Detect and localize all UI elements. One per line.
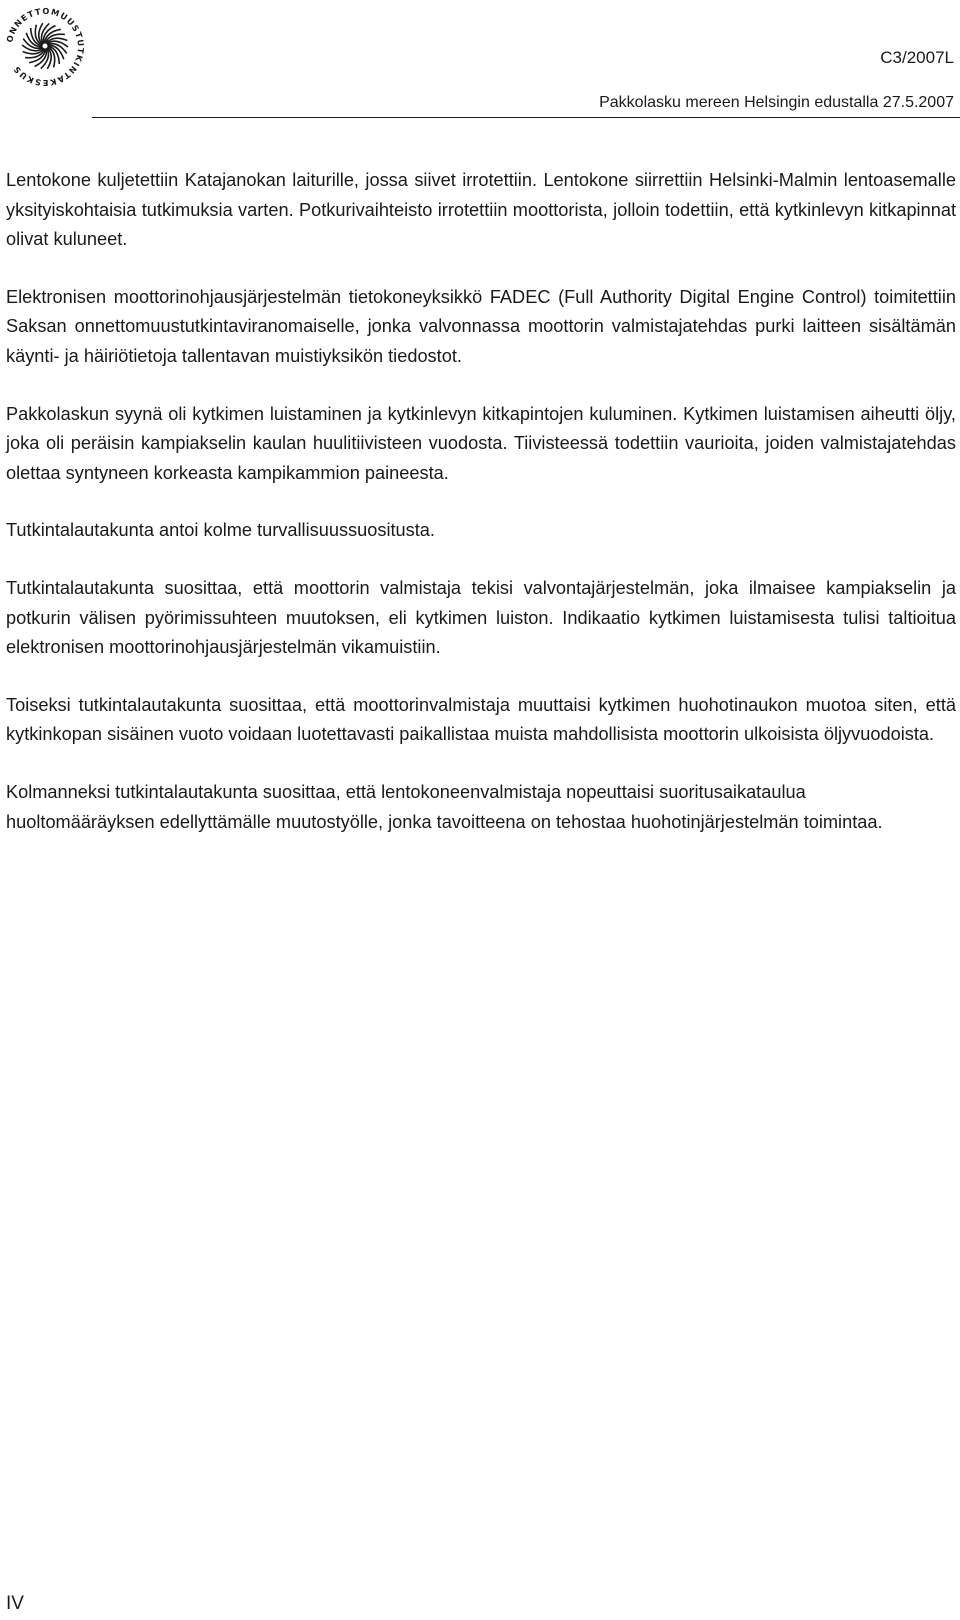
body-paragraph: Tutkintalautakunta antoi kolme turvallisuussuositusta. [6,520,435,541]
body-paragraph: Lentokone kuljetettiin Katajanokan laiturille, jossa siivet irrotettiin. Lentokone siirrettiin Helsinki-Malmin lentoasemalle yksityiskohtaisia tutkimuksia varten. Potkurivaihteisto irrotettiin moottorista, jolloin todettiin, että kytkinlevyn kitkapinnat olivat kuluneet. [6,170,956,250]
body-paragraph: Toiseksi tutkintalautakunta suosittaa, että moottorinvalmistaja muuttaisi kytkimen huohotinaukon muotoa siten, että kytkinkopan sisäinen vuoto voidaan luotettavasti paikallistaa muista mahdollisista moottorin ulkoisista öljyvuodoista. [6,694,956,745]
logo-center [42,43,48,49]
body-paragraph: Tutkintalautakunta suosittaa, että moottorin valmistaja tekisi valvontajärjestelmän, joka ilmaisee kampiakselin ja potkurin välisen pyörimissuhteen muutoksen, eli kytkimen luiston. Indikaatio kytkimen luistamisesta tulisi taltioitua elektronisen moottorinohjausjärjestelmän vikamuistiin. [6,577,956,658]
document-body [6,166,956,865]
body-paragraph: Pakkolaskun syynä oli kytkimen luistaminen ja kytkinlevyn kitkapintojen kuluminen. Kytkimen luistamisen aiheutti öljy, joka oli peräisin kampiakselin kaulan huulitiivisteen vuodosta. Tiivisteessä todettiin vaurioita, joiden valmistajatehdas olettaa syntyneen korkeasta kampikammion paineesta. [6,403,956,483]
document-subtitle: Pakkolasku mereen Helsingin edustalla 27.5.2007 [599,94,954,111]
page-number: IV [6,1593,24,1614]
document-id: C3/2007L [880,48,954,67]
organization-logo [0,0,90,92]
body-paragraph: Kolmanneksi tutkintalautakunta suosittaa, että lentokoneenvalmistaja nopeuttaisi suoritusaikataulua huoltomääräyksen edellyttämälle muutostyölle, jonka tavoitteena on tehostaa huohotinjärjestelmän toimintaa. [6,781,883,832]
logo-lettering: ONNETTOMUUSTUTKINTAKESKUS [4,5,87,89]
body-paragraph: Elektronisen moottorinohjausjärjestelmän tietokoneyksikkö FADEC (Full Authority Digital Engine Control) toimitettiin Saksan onnettomuustutkintaviranomaiselle, jonka valvonnassa moottorin valmistajatehdas purki laitteen sisältämän käynti- ja häiriötietoja tallentavan muistiyksikön tiedostot. [6,286,956,366]
logo-seal-graphic [0,0,90,92]
header-divider [92,117,960,118]
